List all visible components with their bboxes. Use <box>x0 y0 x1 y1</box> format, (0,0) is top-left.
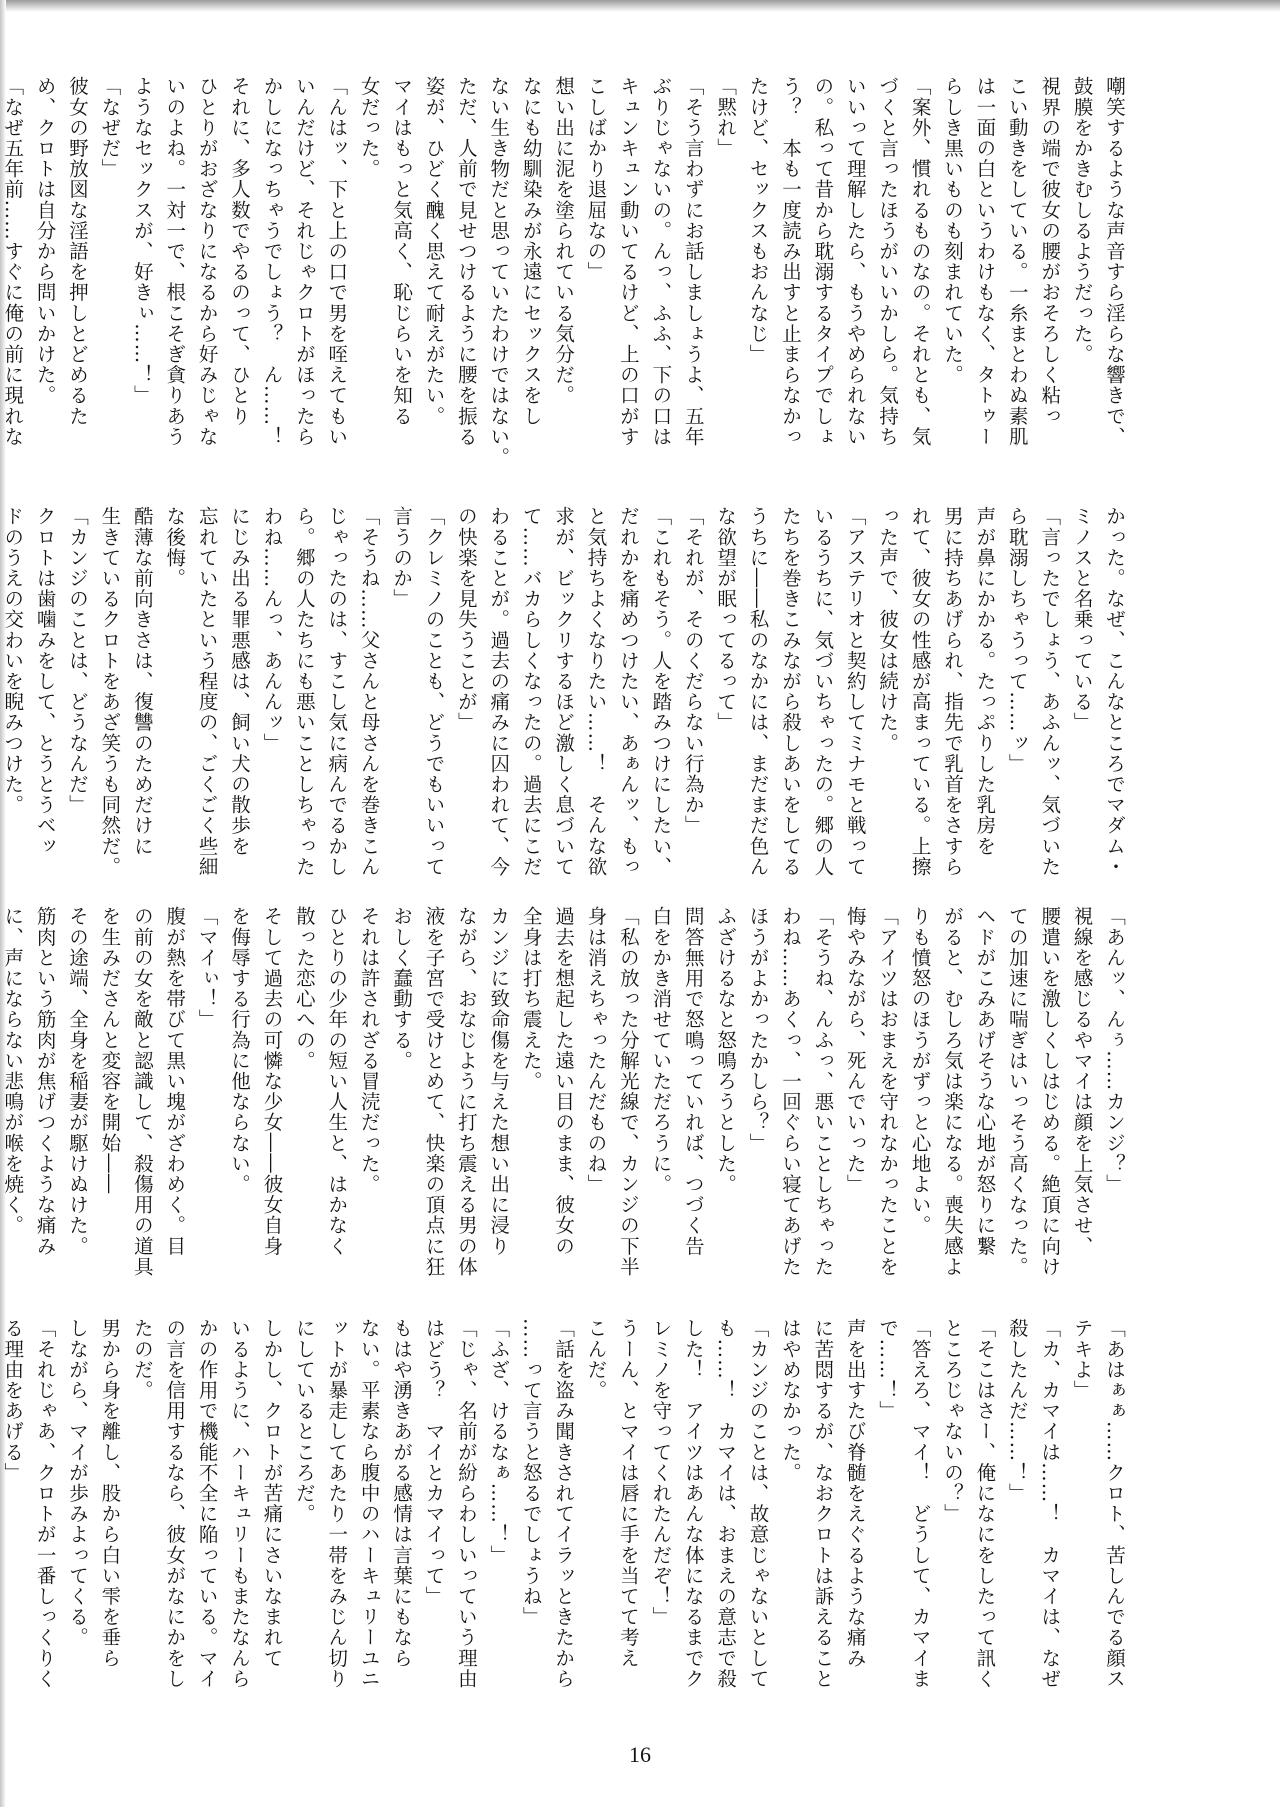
text-line: に苦悶するが、なおクロトは訴えること <box>811 1318 835 1689</box>
text-line: の前の女を敵と認識して、殺傷用の道具 <box>130 906 154 1277</box>
text-line: で……！」 <box>876 1318 900 1421</box>
text-line: ットが暴走してあたり一帯をみじん切り <box>325 1318 349 1689</box>
text-line: 忘れていたという程度の、ごくごく些細 <box>195 506 219 877</box>
text-line: 視界の端で彼女の腰がおそろしく粘っ <box>1038 76 1062 427</box>
text-line: 男から身を離し、股から白い雫を垂ら <box>98 1318 122 1669</box>
text-line: ヘドがこみあげそうな心地が怒りに繋 <box>973 906 997 1257</box>
text-line: 全身は打ち震えた。 <box>519 906 543 1092</box>
text-line: 「アステリオと契約してミナモと戦って <box>843 506 867 877</box>
text-line: 「カ、カマイは……！ カマイは、なぜ <box>1038 1318 1062 1689</box>
text-line: ら耽溺しちゃうって……ッ」 <box>1005 506 1029 774</box>
text-line: ひとりがおざなりになるから好みじゃな <box>195 76 219 447</box>
text-line: にじみ出る罪悪感は、飼い犬の散歩を <box>228 506 252 857</box>
text-line: 「なぜ五年前……すぐに俺の前に現れな <box>1 76 25 447</box>
text-line: はやめなかった。 <box>778 1318 802 1483</box>
text-line: 散った恋心への。 <box>292 906 316 1071</box>
text-line: した！ アイツはあんな体になるまでク <box>681 1318 705 1689</box>
text-line: 姿が、ひどく醜く思えて耐えがたい。 <box>422 76 446 427</box>
text-line: 「言ったでしょう、あふんッ、気づいた <box>1038 506 1062 877</box>
text-line: ただ、人前で見せつけるように腰を振る <box>454 76 478 447</box>
text-line: その途端、全身を稲妻が駆けぬけた。 <box>66 906 89 1257</box>
text-line: は一面の白というわけもなく、タトゥー <box>973 76 997 447</box>
text-line: の快楽を見失うことが」 <box>454 506 478 733</box>
text-line: ひとりの少年の短い人生と、はかなく <box>325 906 349 1257</box>
text-line: 腹が熱を帯びて黒い塊がざわめく。目 <box>163 906 187 1257</box>
text-line: の。私って昔から耽溺するタイプでしょ <box>811 76 835 447</box>
text-line: ない生き物だと思っていたわけではない。 <box>487 76 511 468</box>
text-line: 生きているクロトをあざ笑うも同然だ。 <box>98 506 122 877</box>
text-line: かしになっちゃうでしょう？ ん……！ <box>260 76 284 447</box>
text-line: わることが。過去の痛みに囚われて、今 <box>487 506 511 877</box>
text-line: 「案外、慣れるものなの。それとも、気 <box>908 76 932 447</box>
text-line: て……バカらしくなったの。過去にこだ <box>519 506 543 877</box>
text-line: る理由をあげる」 <box>1 1318 25 1483</box>
text-line: しかし、クロトが苦痛にさいなまれて <box>260 1318 284 1669</box>
text-line: うーん、とマイは唇に手を当てて考え <box>616 1318 640 1669</box>
text-line: クロトは歯噛みをして、とうとうベッ <box>33 506 57 857</box>
text-line: 「そう言わずにお話しましょうよ、五年 <box>681 76 705 447</box>
text-line: ほうがよかったかしら？」 <box>746 906 770 1154</box>
text-line: たけど、セックスもおんなじ」 <box>746 76 770 365</box>
text-line: ふざけるなと怒鳴ろうとした。 <box>714 906 738 1195</box>
text-tier-4 <box>1 1318 1130 1698</box>
text-line: 「話を盗み聞きされてイラッときたから <box>552 1318 576 1689</box>
text-tier-3 <box>1 906 1130 1286</box>
text-line: 「んはッ、下と上の口で男を咥えてもい <box>325 76 349 447</box>
text-line: わね……んっ、あんんッ」 <box>260 506 284 754</box>
text-line: そして過去の可憐な少女――彼女自身 <box>260 906 284 1257</box>
text-line: 酷薄な前向きさは、復讐のためだけに <box>130 506 154 857</box>
text-line: らしき黒いものも刻まれていた。 <box>940 76 964 385</box>
text-line: と気持ちよくなりたい……！ そんな欲 <box>584 506 608 877</box>
text-line: わね……あくっ、一回ぐらい寝てあげた <box>778 906 802 1277</box>
text-line: の言を信用するなら、彼女がなにかをし <box>163 1318 187 1689</box>
text-line: 液を子宮で受けとめて、快楽の頂点に狂 <box>422 906 446 1277</box>
text-line: 「あんッ、んぅ……カンジ？」 <box>1103 906 1126 1195</box>
text-line: 声を出すたび脊髄をえぐるような痛み <box>843 1318 867 1669</box>
text-line: いるように、ハーキュリーもまたなんら <box>228 1318 252 1689</box>
text-line: 「答えろ、マイ！ どうして、カマイま <box>908 1318 932 1689</box>
text-tier-1 <box>1 76 1130 468</box>
text-line: 「なぜだ」 <box>98 76 122 179</box>
text-line: づくと言ったほうがいいかしら。気持ち <box>876 76 900 447</box>
text-line: しながら、マイが歩みよってくる。 <box>66 1318 89 1648</box>
text-line: 「カンジのことは、どうなんだ」 <box>66 506 89 815</box>
text-line: 想い出に泥を塗られている気分だ。 <box>552 76 576 406</box>
text-line: 「そうね……父さんと母さんを巻きこん <box>357 506 381 877</box>
text-line: ようなセックスが、好きぃ……！」 <box>130 76 154 406</box>
text-line: 視線を感じるやマイは顔を上気させ、 <box>1070 906 1094 1257</box>
text-line: 問答無用で怒鳴っていれば、つづく告 <box>681 906 705 1257</box>
text-line: 彼女の野放図な淫語を押しとどめるた <box>66 76 89 427</box>
text-line: 過去を想起した遠い目のまま、彼女の <box>552 906 576 1257</box>
text-line: それは許されざる冒涜だった。 <box>357 906 381 1195</box>
text-line: も……！ カマイは、おまえの意志で殺 <box>714 1318 738 1689</box>
text-line: それに、多人数でやるのって、ひとり <box>228 76 252 427</box>
text-line: 「カンジのことは、故意じゃないとして <box>746 1318 770 1689</box>
text-line: りも憤怒のほうがずっと心地よい。 <box>908 906 932 1236</box>
text-line: テキよ」 <box>1070 1318 1094 1401</box>
text-line: こい動きをしている。一糸まとわぬ素肌 <box>1005 76 1029 447</box>
text-line: ドのうえの交わいを睨みつけた。 <box>1 506 25 815</box>
text-line: を侮辱する行為に他ならない。 <box>228 906 252 1195</box>
text-line: ぶりじゃないの。んっ、ふふ、下の口は <box>649 76 673 447</box>
text-line: 「私の放った分解光線で、カンジの下半 <box>616 906 640 1277</box>
text-tier-2 <box>1 506 1130 886</box>
text-line: な後悔。 <box>163 506 187 589</box>
text-line: 「そこはさー、俺になにをしたって訊く <box>973 1318 997 1689</box>
text-line: れて、彼女の性感が高まっている。上擦 <box>908 506 932 877</box>
text-line: 身は消えちゃったんだものね」 <box>584 906 608 1195</box>
text-line: もはや湧きあがる感情は言葉にもなら <box>390 1318 414 1669</box>
text-line: 腰遣いを激しくしはじめる。絶頂に向け <box>1038 906 1062 1277</box>
text-line: 「マイぃ！」 <box>195 906 219 1030</box>
text-line: 「黙れ」 <box>714 76 738 159</box>
text-line: 「そうね、んふっ、悪いことしちゃった <box>811 906 835 1277</box>
text-line: 求が、ビックリするほど激しく息づいて <box>552 506 576 877</box>
text-line: 「あはぁぁ……クロト、苦しんでる顔ス <box>1103 1318 1126 1689</box>
text-line: 「クレミノのことも、どうでもいいって <box>422 506 446 877</box>
text-line: だれかを痛めつけたい、あぁんッ、もっ <box>616 506 640 877</box>
text-line: いいって理解したら、もうやめられない <box>843 76 867 447</box>
text-line: ら。郷の人たちにも悪いことしちゃった <box>292 506 316 877</box>
text-line: う？ 本も一度読み出すと止まらなかっ <box>778 76 802 447</box>
text-line: 鼓膜をかきむしるようだった。 <box>1070 76 1094 365</box>
text-line: おしく蠢動する。 <box>390 906 414 1071</box>
text-line: こしばかり退屈なの」 <box>584 76 608 282</box>
text-line: 「それが、そのくだらない行為か」 <box>681 506 705 836</box>
text-line: め、クロトは自分から問いかけた。 <box>33 76 57 406</box>
text-line: かった。なぜ、こんなところでマダム・ <box>1103 506 1126 877</box>
text-line: がると、むしろ気は楽になる。喪失感よ <box>940 906 964 1277</box>
text-line: 声が鼻にかかる。たっぷりした乳房を <box>973 506 997 857</box>
text-line: 嘲笑するような声音すら淫らな響きで、 <box>1103 76 1126 447</box>
text-line: いるうちに、気づいちゃったの。郷の人 <box>811 506 835 877</box>
text-line: 男に持ちあげられ、指先で乳首をさすら <box>940 506 964 877</box>
text-line: ……って言うと怒るでしょうね」 <box>519 1318 543 1627</box>
text-line: じゃったのは、すこし気に病んでるかし <box>325 506 349 877</box>
text-line: に、声にならない悲鳴が喉を焼く。 <box>1 906 25 1236</box>
text-line: を生みださんと変容を開始―― <box>98 906 122 1195</box>
text-line: 筋肉という筋肉が焦げつくような痛み <box>33 906 57 1257</box>
text-line: ての加速に喘ぎはいっそう高くなった。 <box>1005 906 1029 1277</box>
text-line: 言うのか」 <box>390 506 414 609</box>
text-line: 白をかき消せていただろうに。 <box>649 906 673 1195</box>
text-line: ながら、おなじように打ち震える男の体 <box>454 906 478 1277</box>
text-line: った声で、彼女は続けた。 <box>876 506 900 754</box>
scan-edge-top <box>0 0 1280 12</box>
text-line: カンジに致命傷を与えた想い出に浸り <box>487 906 511 1257</box>
text-line: ない。平素なら腹中のハーキュリーユニ <box>357 1318 381 1689</box>
text-line: いのよね。一対一で、根こそぎ貪りあう <box>163 76 187 447</box>
text-line: マイはもっと気高く、恥じらいを知る <box>390 76 414 427</box>
text-line: 「アイツはおまえを守れなかったことを <box>876 906 900 1277</box>
text-line: キュンキュン動いてるけど、上の口がす <box>616 76 640 447</box>
text-line: かの作用で機能不全に陥っている。マイ <box>195 1318 219 1689</box>
text-line: 「じゃ、名前が紛らわしいっていう理由 <box>454 1318 478 1689</box>
text-line: 悔やみながら、死んでいった」 <box>843 906 867 1195</box>
text-line: 「それじゃあ、クロトが一番しっくりく <box>33 1318 57 1689</box>
text-line: いんだけど、それじゃクロトがほったら <box>292 76 316 447</box>
text-line: たのだ。 <box>130 1318 154 1401</box>
text-line: たちを巻きこみながら殺しあいをしてる <box>778 506 802 877</box>
text-line: こんだ。 <box>584 1318 608 1401</box>
text-line: ところじゃないの？」 <box>940 1318 964 1524</box>
text-line: 殺したんだ……！」 <box>1005 1318 1029 1504</box>
text-line: 女だった。 <box>357 76 381 179</box>
text-line: なにも幼馴染みが永遠にセックスをし <box>519 76 543 427</box>
text-line: レミノを守ってくれたんだぞ！」 <box>649 1318 673 1627</box>
text-line: 「ふざ、けるなぁ……！」 <box>487 1318 511 1566</box>
text-line: にしているところだ。 <box>292 1318 316 1524</box>
text-line: ミノスと名乗っている」 <box>1070 506 1094 733</box>
text-line: 「これもそう。人を踏みつけにしたい、 <box>649 506 673 877</box>
page-number: 16 <box>629 1742 651 1767</box>
text-line: うちに――私のなかには、まだまだ色ん <box>746 506 770 877</box>
text-line: はどう？ マイとカマイって」 <box>422 1318 446 1607</box>
text-line: な欲望が眠ってるって」 <box>714 506 738 733</box>
